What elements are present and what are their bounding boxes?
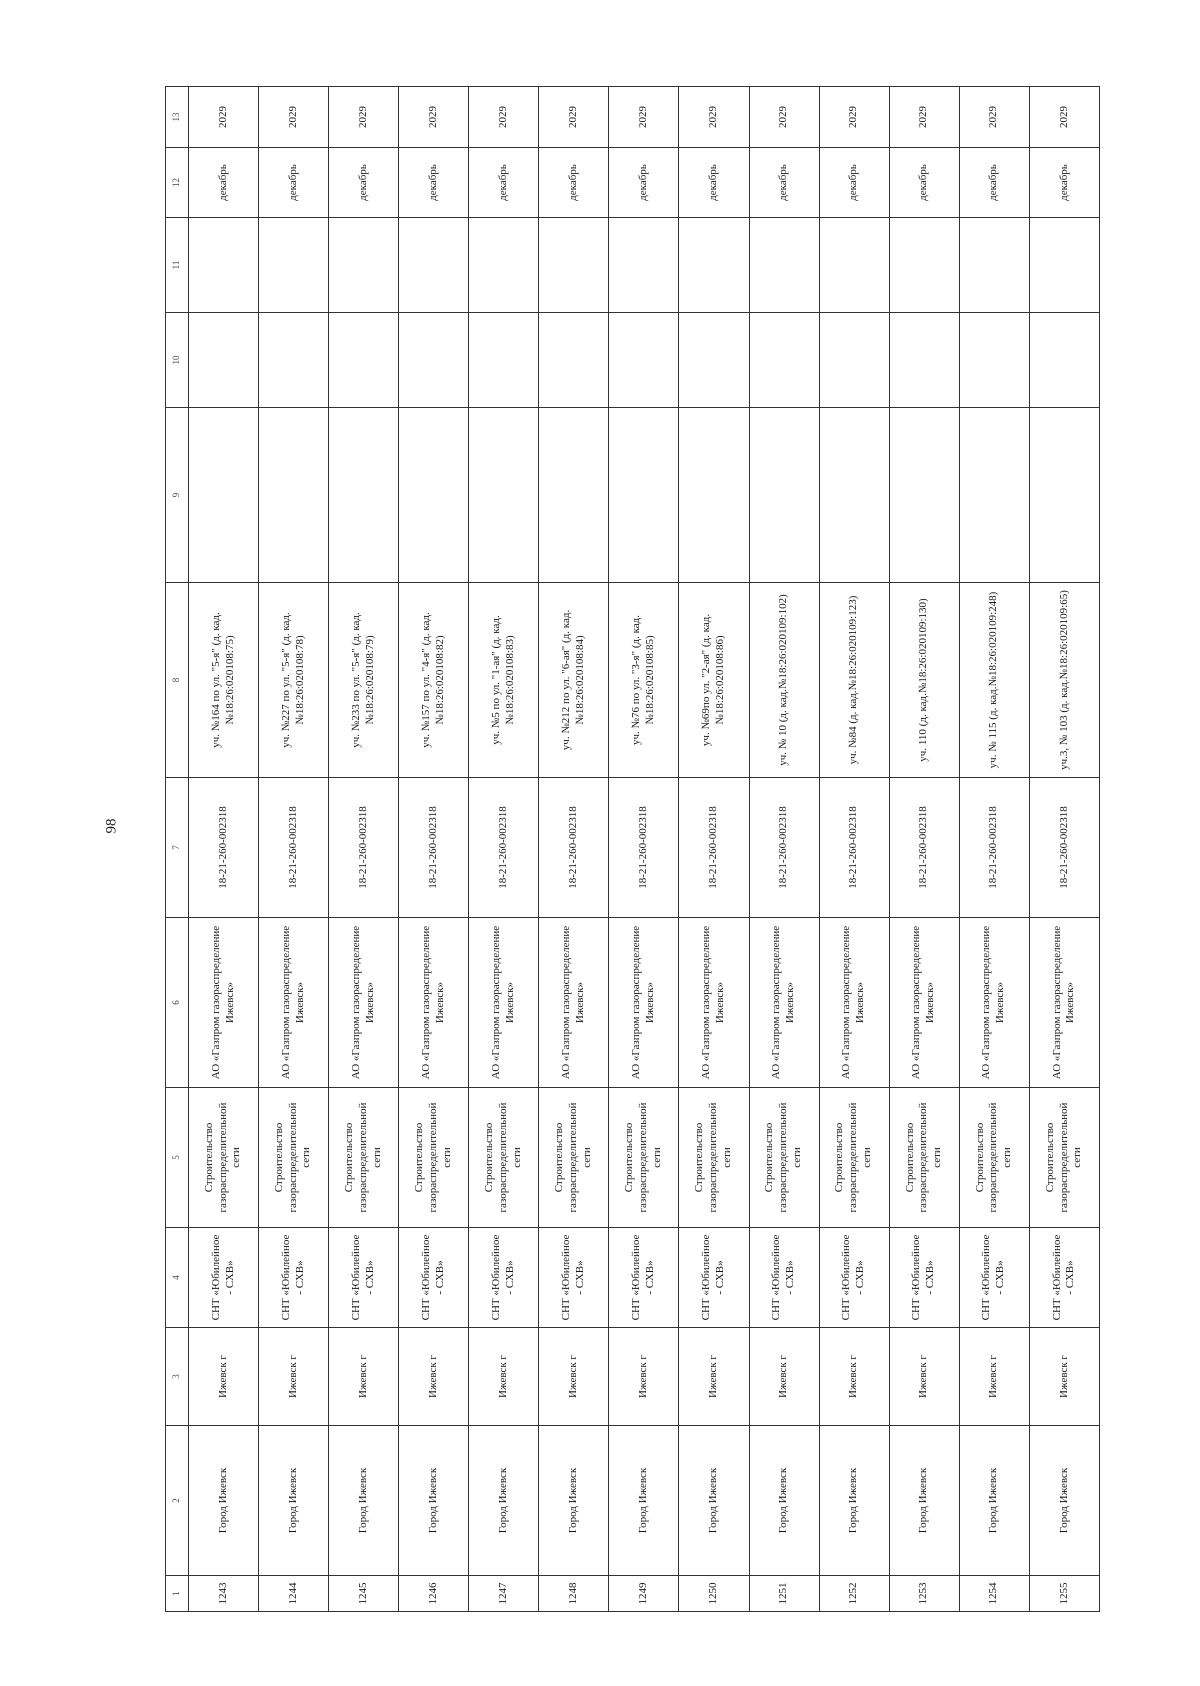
cell-municipality: Город Ижевск [469, 1426, 539, 1576]
cell-executor: АО «Газпром газораспределение Ижевск» [1029, 918, 1099, 1088]
cell-col-9 [749, 408, 819, 583]
cell-year: 2029 [959, 87, 1029, 148]
table-row [959, 87, 1029, 1612]
cell-work-type: Строительство газораспределительной сети [469, 1088, 539, 1228]
cell-col-11 [679, 218, 749, 313]
cell-organization: СНТ «Юбилейное - СХВ» [749, 1228, 819, 1328]
column-number: 9 [166, 408, 189, 583]
cell-locality: Ижевск г [259, 1328, 329, 1426]
cell-organization: СНТ «Юбилейное - СХВ» [679, 1228, 749, 1328]
cell-year: 2029 [329, 87, 399, 148]
cell-locality: Ижевск г [329, 1328, 399, 1426]
cell-col-10 [749, 313, 819, 408]
cell-col-10 [189, 313, 259, 408]
cell-col-9 [399, 408, 469, 583]
cell-plot-address: уч. №212 по ул. "6-ая" (д. кад.№18:26:020108:84) [539, 583, 609, 778]
cell-year: 2029 [679, 87, 749, 148]
column-number: 10 [166, 313, 189, 408]
cell-plot-address: уч. №76 по ул. "3-я" (д. кад.№18:26:020108:85) [609, 583, 679, 778]
cell-month: декабрь [959, 148, 1029, 218]
column-number: 5 [166, 1088, 189, 1228]
cell-row-number: 1251 [749, 1576, 819, 1612]
cell-plot-address: уч. №84 (д. кад.№18:26:020109:123) [819, 583, 889, 778]
cell-col-11 [819, 218, 889, 313]
table-row [189, 87, 259, 1612]
cell-organization: СНТ «Юбилейное - СХВ» [1029, 1228, 1099, 1328]
cell-municipality: Город Ижевск [329, 1426, 399, 1576]
cell-row-number: 1249 [609, 1576, 679, 1612]
cell-plot-address: уч. 110 (д. кад.№18:26:020109:130) [889, 583, 959, 778]
cell-work-type: Строительство газораспределительной сети [399, 1088, 469, 1228]
cell-year: 2029 [259, 87, 329, 148]
cell-plot-address: уч.3, № 103 (д. кад.№18:26:020109:65) [1029, 583, 1099, 778]
cell-organization: СНТ «Юбилейное - СХВ» [399, 1228, 469, 1328]
cell-municipality: Город Ижевск [749, 1426, 819, 1576]
cell-work-type: Строительство газораспределительной сети [889, 1088, 959, 1228]
cell-col-9 [1029, 408, 1099, 583]
column-number: 13 [166, 87, 189, 148]
table-rotated-wrapper [165, 87, 1100, 1612]
cell-row-number: 1247 [469, 1576, 539, 1612]
cell-executor: АО «Газпром газораспределение Ижевск» [959, 918, 1029, 1088]
cell-work-type: Строительство газораспределительной сети [539, 1088, 609, 1228]
cell-row-number: 1252 [819, 1576, 889, 1612]
cell-organization: СНТ «Юбилейное - СХВ» [469, 1228, 539, 1328]
cell-municipality: Город Ижевск [819, 1426, 889, 1576]
cell-permit-number: 18-21-260-002318 [889, 778, 959, 918]
cell-work-type: Строительство газораспределительной сети [819, 1088, 889, 1228]
cell-work-type: Строительство газораспределительной сети [609, 1088, 679, 1228]
cell-municipality: Город Ижевск [679, 1426, 749, 1576]
cell-organization: СНТ «Юбилейное - СХВ» [819, 1228, 889, 1328]
table-row [819, 87, 889, 1612]
cell-plot-address: уч. №164 по ул. "5-я" (д. кад.№18:26:020108:75) [189, 583, 259, 778]
cell-year: 2029 [749, 87, 819, 148]
cell-permit-number: 18-21-260-002318 [1029, 778, 1099, 918]
cell-col-10 [1029, 313, 1099, 408]
cell-municipality: Город Ижевск [609, 1426, 679, 1576]
cell-col-11 [469, 218, 539, 313]
cell-month: декабрь [679, 148, 749, 218]
cell-permit-number: 18-21-260-002318 [329, 778, 399, 918]
table-row [679, 87, 749, 1612]
cell-work-type: Строительство газораспределительной сети [329, 1088, 399, 1228]
cell-executor: АО «Газпром газораспределение Ижевск» [609, 918, 679, 1088]
cell-year: 2029 [469, 87, 539, 148]
cell-col-11 [749, 218, 819, 313]
cell-col-9 [469, 408, 539, 583]
cell-year: 2029 [889, 87, 959, 148]
cell-col-9 [259, 408, 329, 583]
cell-col-11 [889, 218, 959, 313]
cell-locality: Ижевск г [539, 1328, 609, 1426]
column-number-row [166, 87, 189, 1612]
cell-permit-number: 18-21-260-002318 [539, 778, 609, 918]
cell-executor: АО «Газпром газораспределение Ижевск» [749, 918, 819, 1088]
cell-organization: СНТ «Юбилейное - СХВ» [189, 1228, 259, 1328]
cell-organization: СНТ «Юбилейное - СХВ» [329, 1228, 399, 1328]
cell-col-11 [399, 218, 469, 313]
cell-organization: СНТ «Юбилейное - СХВ» [889, 1228, 959, 1328]
cell-permit-number: 18-21-260-002318 [959, 778, 1029, 918]
table-row [329, 87, 399, 1612]
cell-col-9 [819, 408, 889, 583]
data-table [165, 86, 1100, 1612]
cell-plot-address: уч. №157 по ул. "4-я" (д. кад.№18:26:020108:82) [399, 583, 469, 778]
cell-col-9 [959, 408, 1029, 583]
cell-plot-address: уч. №227 по ул. "5-я" (д. кад.№18:26:020108:78) [259, 583, 329, 778]
column-number: 1 [166, 1576, 189, 1612]
cell-work-type: Строительство газораспределительной сети [189, 1088, 259, 1228]
cell-organization: СНТ «Юбилейное - СХВ» [609, 1228, 679, 1328]
cell-col-11 [259, 218, 329, 313]
cell-col-10 [959, 313, 1029, 408]
table-row [539, 87, 609, 1612]
table-body [166, 87, 1100, 1612]
cell-col-10 [469, 313, 539, 408]
cell-col-9 [329, 408, 399, 583]
cell-locality: Ижевск г [959, 1328, 1029, 1426]
cell-col-11 [1029, 218, 1099, 313]
cell-executor: АО «Газпром газораспределение Ижевск» [819, 918, 889, 1088]
cell-municipality: Город Ижевск [189, 1426, 259, 1576]
cell-work-type: Строительство газораспределительной сети [959, 1088, 1029, 1228]
cell-work-type: Строительство газораспределительной сети [749, 1088, 819, 1228]
cell-locality: Ижевск г [189, 1328, 259, 1426]
cell-month: декабрь [819, 148, 889, 218]
cell-month: декабрь [609, 148, 679, 218]
cell-year: 2029 [819, 87, 889, 148]
cell-work-type: Строительство газораспределительной сети [679, 1088, 749, 1228]
cell-year: 2029 [399, 87, 469, 148]
cell-permit-number: 18-21-260-002318 [189, 778, 259, 918]
cell-organization: СНТ «Юбилейное - СХВ» [959, 1228, 1029, 1328]
cell-col-11 [539, 218, 609, 313]
cell-locality: Ижевск г [749, 1328, 819, 1426]
cell-row-number: 1248 [539, 1576, 609, 1612]
cell-municipality: Город Ижевск [399, 1426, 469, 1576]
column-number: 3 [166, 1328, 189, 1426]
cell-year: 2029 [189, 87, 259, 148]
cell-row-number: 1253 [889, 1576, 959, 1612]
cell-permit-number: 18-21-260-002318 [819, 778, 889, 918]
page-number: 98 [103, 818, 120, 834]
cell-plot-address: уч. №5 по ул. "1-ая" (д. кад.№18:26:020108:83) [469, 583, 539, 778]
cell-municipality: Город Ижевск [259, 1426, 329, 1576]
cell-plot-address: уч. №233 по ул. "5-я" (д. кад.№18:26:020108:79) [329, 583, 399, 778]
cell-row-number: 1243 [189, 1576, 259, 1612]
cell-col-10 [819, 313, 889, 408]
cell-col-10 [399, 313, 469, 408]
cell-executor: АО «Газпром газораспределение Ижевск» [469, 918, 539, 1088]
cell-col-11 [189, 218, 259, 313]
cell-executor: АО «Газпром газораспределение Ижевск» [189, 918, 259, 1088]
cell-locality: Ижевск г [399, 1328, 469, 1426]
cell-col-10 [329, 313, 399, 408]
cell-municipality: Город Ижевск [1029, 1426, 1099, 1576]
table-row [259, 87, 329, 1612]
cell-executor: АО «Газпром газораспределение Ижевск» [259, 918, 329, 1088]
cell-month: декабрь [539, 148, 609, 218]
table-row [469, 87, 539, 1612]
table-row [749, 87, 819, 1612]
cell-row-number: 1254 [959, 1576, 1029, 1612]
cell-month: декабрь [329, 148, 399, 218]
cell-locality: Ижевск г [679, 1328, 749, 1426]
cell-municipality: Город Ижевск [889, 1426, 959, 1576]
table-row [1029, 87, 1099, 1612]
cell-locality: Ижевск г [889, 1328, 959, 1426]
cell-row-number: 1245 [329, 1576, 399, 1612]
cell-municipality: Город Ижевск [539, 1426, 609, 1576]
cell-col-10 [609, 313, 679, 408]
cell-month: декабрь [1029, 148, 1099, 218]
cell-permit-number: 18-21-260-002318 [399, 778, 469, 918]
cell-col-9 [609, 408, 679, 583]
cell-row-number: 1250 [679, 1576, 749, 1612]
table-row [609, 87, 679, 1612]
cell-plot-address: уч. № 10 (д. кад.№18:26:020109:102) [749, 583, 819, 778]
cell-month: декабрь [749, 148, 819, 218]
cell-month: декабрь [399, 148, 469, 218]
cell-executor: АО «Газпром газораспределение Ижевск» [329, 918, 399, 1088]
column-number: 12 [166, 148, 189, 218]
cell-plot-address: уч. № 115 (д. кад.№18:26:020109:248) [959, 583, 1029, 778]
cell-locality: Ижевск г [1029, 1328, 1099, 1426]
column-number: 7 [166, 778, 189, 918]
cell-permit-number: 18-21-260-002318 [469, 778, 539, 918]
cell-organization: СНТ «Юбилейное - СХВ» [259, 1228, 329, 1328]
column-number: 8 [166, 583, 189, 778]
cell-col-9 [189, 408, 259, 583]
cell-permit-number: 18-21-260-002318 [259, 778, 329, 918]
cell-executor: АО «Газпром газораспределение Ижевск» [399, 918, 469, 1088]
cell-col-9 [539, 408, 609, 583]
column-number: 4 [166, 1228, 189, 1328]
cell-plot-address: уч. №69по ул. "2-ая" (д. кад.№18:26:020108:86) [679, 583, 749, 778]
cell-permit-number: 18-21-260-002318 [749, 778, 819, 918]
cell-col-9 [889, 408, 959, 583]
cell-month: декабрь [259, 148, 329, 218]
cell-locality: Ижевск г [469, 1328, 539, 1426]
cell-col-11 [329, 218, 399, 313]
cell-col-10 [539, 313, 609, 408]
cell-permit-number: 18-21-260-002318 [679, 778, 749, 918]
table-row [399, 87, 469, 1612]
cell-work-type: Строительство газораспределительной сети [259, 1088, 329, 1228]
cell-locality: Ижевск г [609, 1328, 679, 1426]
cell-municipality: Город Ижевск [959, 1426, 1029, 1576]
cell-year: 2029 [609, 87, 679, 148]
column-number: 11 [166, 218, 189, 313]
cell-permit-number: 18-21-260-002318 [609, 778, 679, 918]
cell-work-type: Строительство газораспределительной сети [1029, 1088, 1099, 1228]
table-row [889, 87, 959, 1612]
cell-col-10 [259, 313, 329, 408]
cell-year: 2029 [1029, 87, 1099, 148]
cell-col-10 [679, 313, 749, 408]
cell-col-10 [889, 313, 959, 408]
cell-executor: АО «Газпром газораспределение Ижевск» [679, 918, 749, 1088]
cell-row-number: 1246 [399, 1576, 469, 1612]
cell-executor: АО «Газпром газораспределение Ижевск» [889, 918, 959, 1088]
cell-col-9 [679, 408, 749, 583]
cell-month: декабрь [889, 148, 959, 218]
column-number: 2 [166, 1426, 189, 1576]
cell-col-11 [609, 218, 679, 313]
cell-row-number: 1255 [1029, 1576, 1099, 1612]
cell-col-11 [959, 218, 1029, 313]
cell-row-number: 1244 [259, 1576, 329, 1612]
cell-year: 2029 [539, 87, 609, 148]
cell-locality: Ижевск г [819, 1328, 889, 1426]
cell-month: декабрь [189, 148, 259, 218]
cell-executor: АО «Газпром газораспределение Ижевск» [539, 918, 609, 1088]
column-number: 6 [166, 918, 189, 1088]
cell-organization: СНТ «Юбилейное - СХВ» [539, 1228, 609, 1328]
cell-month: декабрь [469, 148, 539, 218]
